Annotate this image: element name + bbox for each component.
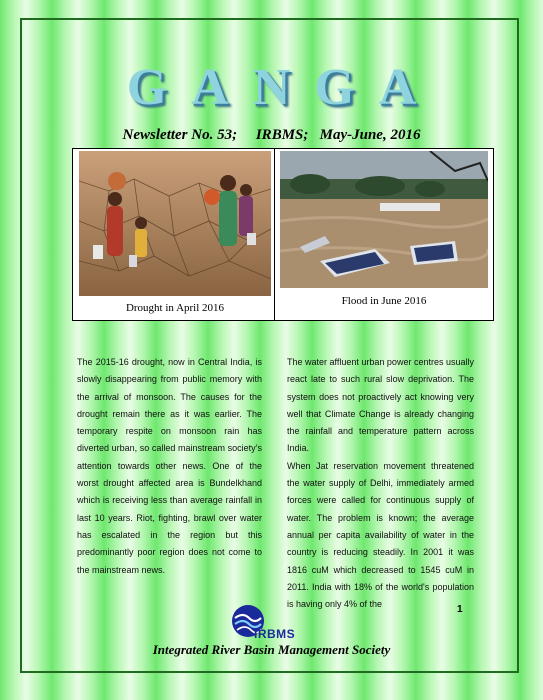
drought-caption: Drought in April 2016: [125, 302, 225, 314]
left-paragraph: The 2015-16 drought, now in Central India, is slowly disappearing from public memory with the arrival of monsoon. The causes for the drought remain there as it was earlier. The temporary respite on monsoon rain has diverted urban, so called mainstream society’s attention towards other news. One of the worst drought affected area is Bundelkhand which is receiving less than average rainfall in last 10 years. Riot, fighting, brawl over water has escalated in the region but this predominantly poor region does not come to the mainstream news.: [77, 357, 262, 575]
drought-photo: [79, 151, 271, 296]
photo-box: [72, 148, 494, 321]
newsletter-subtitle: Newsletter No. 53; IRBMS; May-June, 2016: [122, 127, 421, 143]
newsletter-title: GANGA: [126, 59, 441, 116]
page-number: 1: [457, 604, 463, 615]
photo-divider: [274, 149, 275, 320]
organization-name: Integrated River Basin Management Society: [152, 642, 391, 657]
right-paragraph-2: When Jat reservation movement threatened the water supply of Delhi, immediately armed forces were called for continuous supply of water. The problem is known; the average annual per capita availability of water in the country is reducing steadily. In 2001 it was 1816 cuM which decreased to 1545 cuM in 2011. India with 18% of the world's population is having only 4% of the: [287, 460, 474, 610]
flood-photo: [280, 151, 488, 288]
logo-text: IRBMS: [254, 627, 296, 641]
article-right-column: [287, 354, 474, 613]
right-paragraph-1: The water affluent urban power centres usually react late to such rural slow deprivation. The system does not proactively act knowing very well that Climate Change is already changing the rainfall and temperature pattern across India.: [287, 357, 474, 454]
article-left-column: [77, 354, 262, 579]
flood-caption: Flood in June 2016: [341, 295, 427, 307]
